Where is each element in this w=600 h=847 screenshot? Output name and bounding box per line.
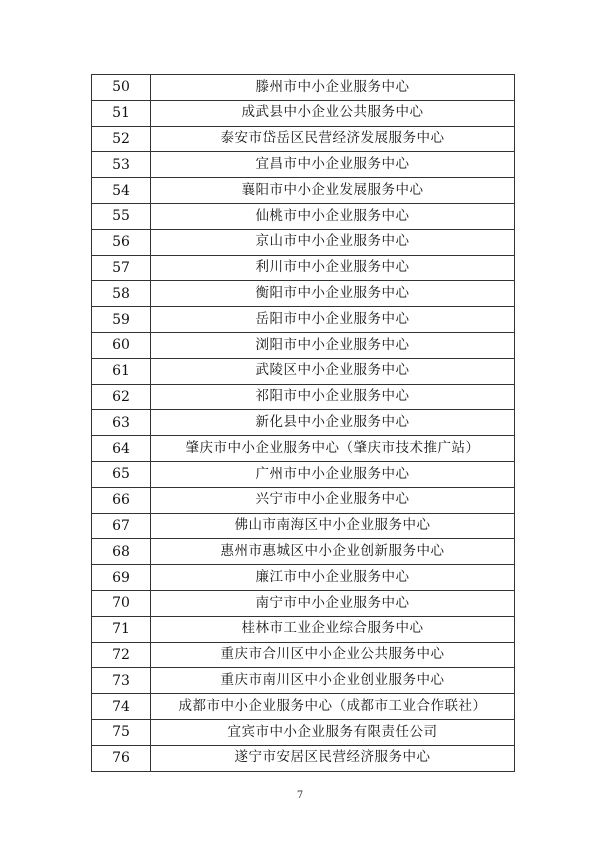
row-number: 65 xyxy=(92,461,151,487)
table-row xyxy=(92,487,515,513)
table-body xyxy=(92,75,515,772)
organization-name: 南宁市中小企业服务中心 xyxy=(151,590,515,616)
row-number: 54 xyxy=(92,178,151,204)
organization-name: 祁阳市中小企业服务中心 xyxy=(151,384,515,410)
table-row xyxy=(92,539,515,565)
row-number: 74 xyxy=(92,694,151,720)
organization-name: 成都市中小企业服务中心（成都市工业合作联社） xyxy=(151,694,515,720)
row-number: 52 xyxy=(92,126,151,152)
row-number: 58 xyxy=(92,281,151,307)
organization-name: 宜宾市中小企业服务有限责任公司 xyxy=(151,719,515,745)
row-number: 64 xyxy=(92,436,151,462)
organization-name: 重庆市合川区中小企业公共服务中心 xyxy=(151,642,515,668)
row-number: 53 xyxy=(92,152,151,178)
organization-name: 成武县中小企业公共服务中心 xyxy=(151,100,515,126)
table-row xyxy=(92,203,515,229)
table-row xyxy=(92,616,515,642)
table-row xyxy=(92,75,515,101)
row-number: 75 xyxy=(92,719,151,745)
organization-name: 利川市中小企业服务中心 xyxy=(151,255,515,281)
row-number: 73 xyxy=(92,668,151,694)
row-number: 60 xyxy=(92,332,151,358)
row-number: 62 xyxy=(92,384,151,410)
organization-name: 佛山市南海区中小企业服务中心 xyxy=(151,513,515,539)
table-row xyxy=(92,410,515,436)
organization-name: 泰安市岱岳区民营经济发展服务中心 xyxy=(151,126,515,152)
row-number: 59 xyxy=(92,307,151,333)
organization-name: 襄阳市中小企业发展服务中心 xyxy=(151,178,515,204)
organization-name: 肇庆市中小企业服务中心（肇庆市技术推广站） xyxy=(151,436,515,462)
table-row xyxy=(92,694,515,720)
organization-name: 廉江市中小企业服务中心 xyxy=(151,565,515,591)
organization-name: 新化县中小企业服务中心 xyxy=(151,410,515,436)
table-row xyxy=(92,229,515,255)
row-number: 71 xyxy=(92,616,151,642)
table-row xyxy=(92,255,515,281)
table-row xyxy=(92,100,515,126)
organization-name: 滕州市中小企业服务中心 xyxy=(151,75,515,101)
organization-name: 遂宁市安居区民营经济服务中心 xyxy=(151,745,515,771)
table-row xyxy=(92,565,515,591)
organization-name: 浏阳市中小企业服务中心 xyxy=(151,332,515,358)
organization-table xyxy=(91,74,515,772)
table-row xyxy=(92,126,515,152)
table-row xyxy=(92,307,515,333)
row-number: 50 xyxy=(92,75,151,101)
table-row xyxy=(92,152,515,178)
table-row xyxy=(92,332,515,358)
organization-name: 广州市中小企业服务中心 xyxy=(151,461,515,487)
organization-name: 武陵区中小企业服务中心 xyxy=(151,358,515,384)
table-row xyxy=(92,436,515,462)
organization-name: 宜昌市中小企业服务中心 xyxy=(151,152,515,178)
row-number: 55 xyxy=(92,203,151,229)
table-row xyxy=(92,642,515,668)
row-number: 67 xyxy=(92,513,151,539)
organization-name: 衡阳市中小企业服务中心 xyxy=(151,281,515,307)
organization-name: 兴宁市中小企业服务中心 xyxy=(151,487,515,513)
organization-name: 惠州市惠城区中小企业创新服务中心 xyxy=(151,539,515,565)
table-row xyxy=(92,719,515,745)
organization-name: 岳阳市中小企业服务中心 xyxy=(151,307,515,333)
table-row xyxy=(92,745,515,771)
organization-name: 京山市中小企业服务中心 xyxy=(151,229,515,255)
row-number: 69 xyxy=(92,565,151,591)
row-number: 51 xyxy=(92,100,151,126)
row-number: 61 xyxy=(92,358,151,384)
table-row xyxy=(92,178,515,204)
table-row xyxy=(92,358,515,384)
row-number: 70 xyxy=(92,590,151,616)
page-number: 7 xyxy=(296,790,304,801)
table-row xyxy=(92,590,515,616)
row-number: 72 xyxy=(92,642,151,668)
organization-name: 桂林市工业企业综合服务中心 xyxy=(151,616,515,642)
organization-name: 仙桃市中小企业服务中心 xyxy=(151,203,515,229)
table-row xyxy=(92,281,515,307)
row-number: 63 xyxy=(92,410,151,436)
row-number: 66 xyxy=(92,487,151,513)
table-row xyxy=(92,461,515,487)
table-row xyxy=(92,668,515,694)
row-number: 68 xyxy=(92,539,151,565)
row-number: 57 xyxy=(92,255,151,281)
table-row xyxy=(92,384,515,410)
organization-name: 重庆市南川区中小企业创业服务中心 xyxy=(151,668,515,694)
table-row xyxy=(92,513,515,539)
row-number: 56 xyxy=(92,229,151,255)
row-number: 76 xyxy=(92,745,151,771)
